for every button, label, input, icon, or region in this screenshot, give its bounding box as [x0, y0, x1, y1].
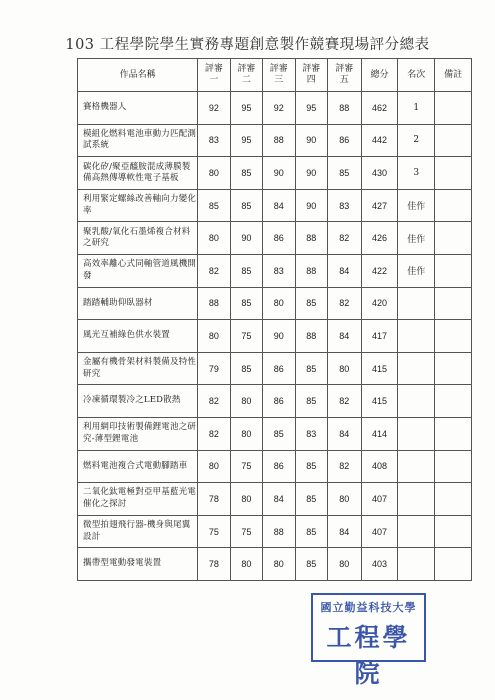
judge-3-score-cell: 84 — [263, 189, 295, 222]
note-cell — [435, 124, 472, 157]
judge-4-score-cell: 85 — [295, 287, 327, 320]
judge-2-score-cell: 85 — [230, 287, 262, 320]
judge-3-score-cell: 85 — [263, 417, 295, 450]
judge-1-score-cell: 79 — [198, 352, 230, 385]
judge-4-score-cell: 90 — [295, 124, 327, 157]
note-cell — [435, 254, 472, 287]
judge-5-score-cell: 84 — [328, 254, 362, 287]
judge-5-score-cell: 82 — [328, 385, 362, 418]
header-judge-1: 評審 一 — [198, 59, 230, 92]
seal-college-name: 工程學院 — [326, 623, 411, 688]
judge-2-score-cell: 80 — [230, 483, 262, 516]
table-row — [78, 222, 472, 255]
judge-5-score-cell: 80 — [328, 548, 362, 581]
total-score-cell: 462 — [361, 92, 398, 125]
judge-3-score-cell: 83 — [263, 254, 295, 287]
total-score-cell: 408 — [361, 450, 398, 483]
note-cell — [435, 222, 472, 255]
judge-4-score-cell: 88 — [295, 222, 327, 255]
rank-cell — [398, 450, 435, 483]
judge-1-score-cell: 82 — [198, 254, 230, 287]
judge-3-score-cell: 92 — [263, 92, 295, 125]
judge-3-score-cell: 86 — [263, 385, 295, 418]
judge-4-score-cell: 90 — [295, 157, 327, 190]
judge-4-score-cell: 88 — [295, 254, 327, 287]
judge-5-score-cell: 80 — [328, 352, 362, 385]
rank-cell — [398, 385, 435, 418]
judge-5-score-cell: 84 — [328, 417, 362, 450]
table-row — [78, 287, 472, 320]
judge-5-score-cell: 82 — [328, 450, 362, 483]
judge-3-score-cell: 88 — [263, 124, 295, 157]
judge-2-score-cell: 85 — [230, 157, 262, 190]
judge-2-score-cell: 75 — [230, 450, 262, 483]
project-name-cell: 碳化矽/聚亞醯胺混成薄膜製備高熱傳導軟性電子基板 — [78, 157, 198, 190]
judge-1-score-cell: 80 — [198, 450, 230, 483]
judge-5-score-cell: 88 — [328, 92, 362, 125]
judge-2-score-cell: 85 — [230, 189, 262, 222]
judge-3-score-cell: 86 — [263, 352, 295, 385]
total-score-cell: 417 — [361, 320, 398, 353]
rank-cell: 佳作 — [398, 222, 435, 255]
judge-2-score-cell: 80 — [230, 417, 262, 450]
project-name-cell: 賽格機器人 — [78, 92, 198, 125]
table-row — [78, 254, 472, 287]
header-rank: 名次 — [398, 59, 435, 92]
judge-1-score-cell: 78 — [198, 548, 230, 581]
rank-cell — [398, 417, 435, 450]
judge-1-score-cell: 92 — [198, 92, 230, 125]
table-row — [78, 385, 472, 418]
judge-3-score-cell: 84 — [263, 483, 295, 516]
note-cell — [435, 352, 472, 385]
judge-4-score-cell: 85 — [295, 352, 327, 385]
note-cell — [435, 515, 472, 548]
project-name-cell: 高效率離心式同軸管道風機開發 — [78, 254, 198, 287]
header-judge-2: 評審 二 — [230, 59, 262, 92]
rank-cell: 佳作 — [398, 254, 435, 287]
judge-5-score-cell: 83 — [328, 189, 362, 222]
rank-cell: 3 — [398, 157, 435, 190]
table-row — [78, 352, 472, 385]
table-row — [78, 450, 472, 483]
judge-3-score-cell: 90 — [263, 320, 295, 353]
header-total: 總分 — [361, 59, 398, 92]
judge-3-score-cell: 90 — [263, 157, 295, 190]
header-judge-4: 評審 四 — [295, 59, 327, 92]
project-name-cell: 踏踏輔助仰臥器材 — [78, 287, 198, 320]
judge-5-score-cell: 82 — [328, 287, 362, 320]
judge-2-score-cell: 90 — [230, 222, 262, 255]
judge-2-score-cell: 75 — [230, 320, 262, 353]
judge-3-score-cell: 80 — [263, 548, 295, 581]
rank-cell — [398, 483, 435, 516]
header-row — [78, 59, 472, 92]
judge-2-score-cell: 95 — [230, 92, 262, 125]
note-cell — [435, 548, 472, 581]
judge-5-score-cell: 86 — [328, 124, 362, 157]
judge-4-score-cell: 85 — [295, 548, 327, 581]
rank-cell — [398, 548, 435, 581]
judge-4-score-cell: 83 — [295, 417, 327, 450]
judge-2-score-cell: 80 — [230, 385, 262, 418]
judge-2-score-cell: 80 — [230, 548, 262, 581]
note-cell — [435, 189, 472, 222]
judge-4-score-cell: 90 — [295, 189, 327, 222]
score-table — [77, 58, 472, 581]
project-name-cell: 攜帶型電動發電裝置 — [78, 548, 198, 581]
note-cell — [435, 92, 472, 125]
rank-cell: 佳作 — [398, 189, 435, 222]
total-score-cell: 415 — [361, 352, 398, 385]
total-score-cell: 407 — [361, 515, 398, 548]
judge-1-score-cell: 78 — [198, 483, 230, 516]
note-cell — [435, 483, 472, 516]
judge-5-score-cell: 84 — [328, 515, 362, 548]
judge-5-score-cell: 85 — [328, 157, 362, 190]
judge-3-score-cell: 86 — [263, 450, 295, 483]
judge-2-score-cell: 75 — [230, 515, 262, 548]
rank-cell — [398, 287, 435, 320]
table-row — [78, 320, 472, 353]
table-row — [78, 157, 472, 190]
rank-cell — [398, 352, 435, 385]
note-cell — [435, 450, 472, 483]
table-row — [78, 483, 472, 516]
judge-1-score-cell: 82 — [198, 417, 230, 450]
total-score-cell: 403 — [361, 548, 398, 581]
judge-2-score-cell: 85 — [230, 352, 262, 385]
rank-cell: 2 — [398, 124, 435, 157]
project-name-cell: 利用緊定螺絲改善軸向力變化率 — [78, 189, 198, 222]
judge-1-score-cell: 75 — [198, 515, 230, 548]
table-row — [78, 124, 472, 157]
judge-1-score-cell: 80 — [198, 157, 230, 190]
judge-5-score-cell: 80 — [328, 483, 362, 516]
note-cell — [435, 385, 472, 418]
table-row — [78, 515, 472, 548]
project-name-cell: 模組化燃料電池車動力匹配測試系統 — [78, 124, 198, 157]
table-row — [78, 92, 472, 125]
judge-5-score-cell: 82 — [328, 222, 362, 255]
project-name-cell: 利用網印技術製備鋰電池之研究-薄型鋰電池 — [78, 417, 198, 450]
note-cell — [435, 320, 472, 353]
judge-4-score-cell: 95 — [295, 92, 327, 125]
project-name-cell: 微型拍翅飛行器-機身與尾翼設計 — [78, 515, 198, 548]
judge-4-score-cell: 85 — [295, 515, 327, 548]
project-name-cell: 冷凍循環製冷之LED散熱 — [78, 385, 198, 418]
seal-university-name: 國立勤益科技大學 — [320, 601, 417, 614]
judge-1-score-cell: 80 — [198, 320, 230, 353]
page-title: 103 工程學院學生實務專題創意製作競賽現場評分總表 — [65, 37, 430, 53]
project-name-cell: 金屬有機骨架材料製備及特性研究 — [78, 352, 198, 385]
table-row — [78, 417, 472, 450]
note-cell — [435, 287, 472, 320]
rank-cell: 1 — [398, 92, 435, 125]
judge-5-score-cell: 84 — [328, 320, 362, 353]
total-score-cell: 430 — [361, 157, 398, 190]
institution-seal — [311, 593, 426, 688]
judge-2-score-cell: 85 — [230, 254, 262, 287]
total-score-cell: 407 — [361, 483, 398, 516]
judge-4-score-cell: 85 — [295, 483, 327, 516]
judge-4-score-cell: 85 — [295, 450, 327, 483]
judge-4-score-cell: 88 — [295, 320, 327, 353]
table-row — [78, 548, 472, 581]
note-cell — [435, 417, 472, 450]
judge-3-score-cell: 86 — [263, 222, 295, 255]
judge-1-score-cell: 80 — [198, 222, 230, 255]
project-name-cell: 風光互補綠色供水裝置 — [78, 320, 198, 353]
judge-2-score-cell: 95 — [230, 124, 262, 157]
total-score-cell: 420 — [361, 287, 398, 320]
judge-3-score-cell: 80 — [263, 287, 295, 320]
total-score-cell: 422 — [361, 254, 398, 287]
total-score-cell: 415 — [361, 385, 398, 418]
project-name-cell: 聚乳酸/氧化石墨烯複合材料之研究 — [78, 222, 198, 255]
total-score-cell: 426 — [361, 222, 398, 255]
project-name-cell: 二氧化鈦電極對亞甲基藍光電催化之探討 — [78, 483, 198, 516]
header-judge-3: 評審 三 — [263, 59, 295, 92]
table-row — [78, 189, 472, 222]
header-name: 作品名稱 — [78, 59, 198, 92]
note-cell — [435, 157, 472, 190]
total-score-cell: 442 — [361, 124, 398, 157]
rank-cell — [398, 320, 435, 353]
total-score-cell: 427 — [361, 189, 398, 222]
judge-1-score-cell: 83 — [198, 124, 230, 157]
judge-4-score-cell: 85 — [295, 385, 327, 418]
judge-1-score-cell: 82 — [198, 385, 230, 418]
header-judge-5: 評審 五 — [328, 59, 362, 92]
judge-1-score-cell: 85 — [198, 189, 230, 222]
header-note: 備註 — [435, 59, 472, 92]
rank-cell — [398, 515, 435, 548]
total-score-cell: 414 — [361, 417, 398, 450]
judge-1-score-cell: 88 — [198, 287, 230, 320]
judge-3-score-cell: 88 — [263, 515, 295, 548]
project-name-cell: 燃料電池複合式電動腳踏車 — [78, 450, 198, 483]
